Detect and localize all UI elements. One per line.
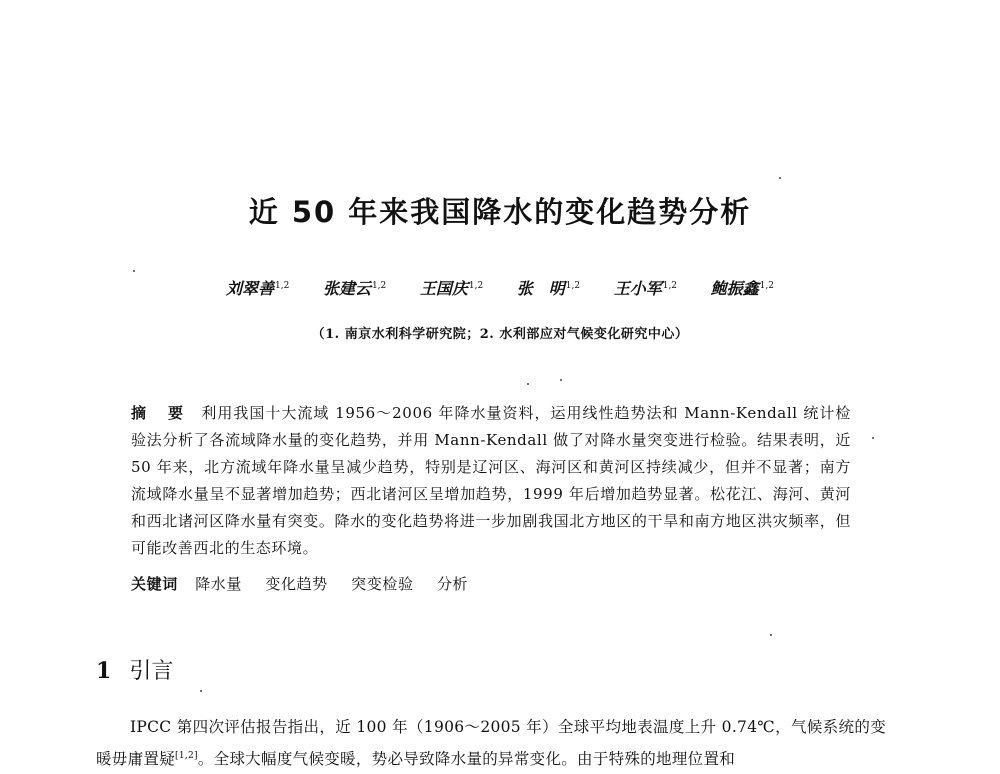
author-name: 刘翠善 <box>226 279 275 298</box>
keyword: 变化趋势 <box>265 575 328 593</box>
section-title: 引言 <box>129 659 174 684</box>
keyword: 分析 <box>436 575 469 593</box>
author <box>517 276 580 299</box>
keyword: 突变检验 <box>351 575 414 593</box>
author <box>226 276 289 299</box>
author-affiliation-mark: 1,2 <box>468 280 484 291</box>
author-name: 王国庆 <box>419 279 468 298</box>
paper-title: 近 50 年来我国降水的变化趋势分析 <box>248 195 752 229</box>
author-name: 鲍振鑫 <box>710 279 759 298</box>
author-list <box>0 276 1000 299</box>
abstract-label: 摘 要 <box>131 404 192 422</box>
body-text-part: 。全球大幅度气候变暖，势必导致降水量的异常变化。由于特殊的地理位置和 <box>197 750 736 769</box>
abstract <box>131 400 851 562</box>
citation-mark: [1,2] <box>175 751 198 761</box>
author-affiliation-mark: 1,2 <box>275 280 290 291</box>
author-affiliation-mark: 1,2 <box>565 280 581 291</box>
affiliations: （1. 南京水利科学研究院；2. 水利部应对气候变化研究中心） <box>311 327 689 342</box>
author-affiliation-mark: 1,2 <box>759 280 774 291</box>
scan-speck <box>200 690 202 692</box>
author <box>323 276 386 299</box>
keywords <box>131 571 851 598</box>
scan-speck <box>779 177 781 179</box>
keywords-label: 关键词 <box>131 575 178 593</box>
author-affiliation-mark: 1,2 <box>371 280 387 291</box>
scan-speck <box>770 634 772 636</box>
author <box>711 276 774 299</box>
abstract-text: 利用我国十大流域 1956～2006 年降水量资料，运用线性趋势法和 Mann-Kendall 统计检验法分析了各流域降水量的变化趋势，并用 Mann-Kendall 做了对降水量突变进行检验。结果表明，近 50 年来，北方流域年降水量呈减少趋势，特别是辽河区、海河区和黄河区持续减少，但并不显著；南方流域降水量呈不显著增加趋势；西北诸河区呈增加趋势，1999 年后增加趋势显著。松花江、海河、黄河和西北诸河区降水量有突变。降水的变化趋势将进一步加剧我国北方地区的干旱和南方地区洪灾频率，但可能改善西北的生态环境。 <box>131 404 851 557</box>
section-heading <box>96 654 173 685</box>
author-name: 张建云 <box>322 279 371 298</box>
author-name: 张 明 <box>516 279 565 298</box>
scan-speck <box>872 437 874 439</box>
section-number: 1 <box>96 658 112 684</box>
body-text-part: IPCC 第四次评估报告指出，近 100 年（1906～2005 年）全球平均地表温度上升 0.74℃，气候系统的变暖毋庸置疑 <box>96 718 886 769</box>
scan-speck <box>527 383 529 385</box>
scan-speck <box>560 379 562 381</box>
scan-speck <box>133 270 135 272</box>
keyword: 降水量 <box>195 575 242 593</box>
body-paragraph <box>96 713 886 774</box>
author-affiliation-mark: 1,2 <box>662 280 678 291</box>
author <box>614 276 677 299</box>
author-name: 王小军 <box>613 279 662 298</box>
author <box>420 276 483 299</box>
